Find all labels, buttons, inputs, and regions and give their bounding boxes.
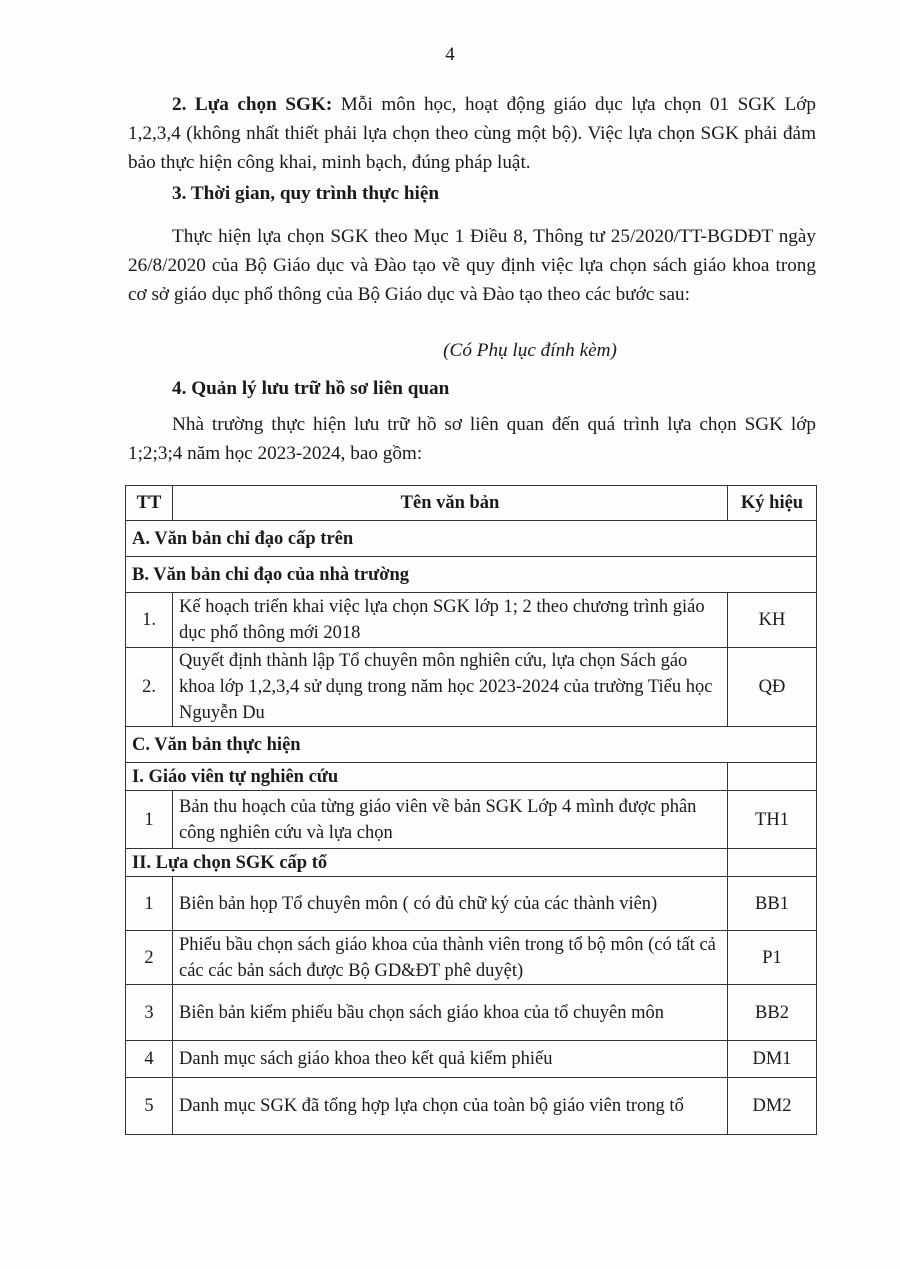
row-code: TH1 <box>728 791 817 849</box>
row-document-name: Danh mục SGK đã tổng hợp lựa chọn của toàn bộ giáo viên trong tổ <box>173 1078 728 1135</box>
table-row <box>126 877 817 931</box>
header-code: Ký hiệu <box>728 486 817 521</box>
subsection-ii-code-empty <box>728 849 817 877</box>
row-code: BB2 <box>728 985 817 1041</box>
section-4-paragraph <box>128 410 816 468</box>
appendix-note: (Có Phụ lục đính kèm) <box>443 340 617 361</box>
row-tt: 1 <box>126 791 173 849</box>
row-document-name: Danh mục sách giáo khoa theo kết quả kiểm phiếu <box>173 1041 728 1078</box>
header-document-name: Tên văn bản <box>173 486 728 521</box>
row-code: KH <box>728 593 817 648</box>
row-code: QĐ <box>728 648 817 727</box>
row-code: DM2 <box>728 1078 817 1135</box>
subsection-row-ii <box>126 849 817 877</box>
section-b-label: B. Văn bản chỉ đạo của nhà trường <box>126 557 817 593</box>
header-tt: TT <box>126 486 173 521</box>
row-tt: 2 <box>126 931 173 985</box>
row-tt: 2. <box>126 648 173 727</box>
row-tt: 4 <box>126 1041 173 1078</box>
section-3-heading: 3. Thời gian, quy trình thực hiện <box>172 183 440 204</box>
row-code: DM1 <box>728 1041 817 1078</box>
section-row-a <box>126 521 817 557</box>
section-c-label: C. Văn bản thực hiện <box>126 727 817 763</box>
row-document-name: Quyết định thành lập Tổ chuyên môn nghiên cứu, lựa chọn Sách gáo khoa lớp 1,2,3,4 sử dụng trong năm học 2023-2024 của trường Tiểu học Nguyễn Du <box>173 648 728 727</box>
table-row <box>126 985 817 1041</box>
table-header-row <box>126 486 817 521</box>
section-row-c <box>126 727 817 763</box>
row-document-name: Kế hoạch triển khai việc lựa chọn SGK lớp 1; 2 theo chương trình giáo dục phổ thông mới 2018 <box>173 593 728 648</box>
section-2-text: Mỗi môn học, hoạt động giáo dục lựa chọn 01 SGK Lớp 1,2,3,4 (không nhất thiết phải lựa chọn theo cùng một bộ). Việc lựa chọn SGK phải đảm bảo thực hiện công khai, minh bạch, đúng pháp luật. <box>128 94 816 173</box>
section-2-paragraph <box>128 90 816 177</box>
section-4-text: Nhà trường thực hiện lưu trữ hồ sơ liên quan đến quá trình lựa chọn SGK lớp 1;2;3;4 năm học 2023-2024, bao gồm: <box>128 414 816 464</box>
table-row <box>126 931 817 985</box>
table-row <box>126 1041 817 1078</box>
section-3-text: Thực hiện lựa chọn SGK theo Mục 1 Điều 8, Thông tư 25/2020/TT-BGDĐT ngày 26/8/2020 của Bộ Giáo dục và Đào tạo về quy định việc lựa chọn sách giáo khoa trong cơ sở giáo dục phổ thông của Bộ Giáo dục và Đào tạo theo các bước sau: <box>128 226 816 305</box>
table-row <box>126 1078 817 1135</box>
section-row-b <box>126 557 817 593</box>
row-code: BB1 <box>728 877 817 931</box>
subsection-i-label: I. Giáo viên tự nghiên cứu <box>126 763 728 791</box>
row-tt: 1. <box>126 593 173 648</box>
row-document-name: Bản thu hoạch của từng giáo viên về bản SGK Lớp 4 mình được phân công nghiên cứu và lựa chọn <box>173 791 728 849</box>
page-number: 4 <box>445 44 455 65</box>
table-row <box>126 791 817 849</box>
subsection-row-i <box>126 763 817 791</box>
row-document-name: Biên bản họp Tổ chuyên môn ( có đủ chữ ký của các thành viên) <box>173 877 728 931</box>
row-tt: 1 <box>126 877 173 931</box>
section-3-paragraph <box>128 222 816 309</box>
records-table <box>125 485 817 1135</box>
row-document-name: Phiếu bầu chọn sách giáo khoa của thành viên trong tổ bộ môn (có tất cả các các bản sách được Bộ GD&ĐT phê duyệt) <box>173 931 728 985</box>
row-tt: 5 <box>126 1078 173 1135</box>
row-code: P1 <box>728 931 817 985</box>
subsection-ii-label: II. Lựa chọn SGK cấp tổ <box>126 849 728 877</box>
row-document-name: Biên bản kiểm phiếu bầu chọn sách giáo khoa của tổ chuyên môn <box>173 985 728 1041</box>
section-4-heading: 4. Quản lý lưu trữ hồ sơ liên quan <box>172 378 450 399</box>
table-row <box>126 648 817 727</box>
row-tt: 3 <box>126 985 173 1041</box>
subsection-i-code-empty <box>728 763 817 791</box>
section-a-label: A. Văn bản chỉ đạo cấp trên <box>126 521 817 557</box>
section-2-label: 2. Lựa chọn SGK: <box>172 94 333 115</box>
table-row <box>126 593 817 648</box>
